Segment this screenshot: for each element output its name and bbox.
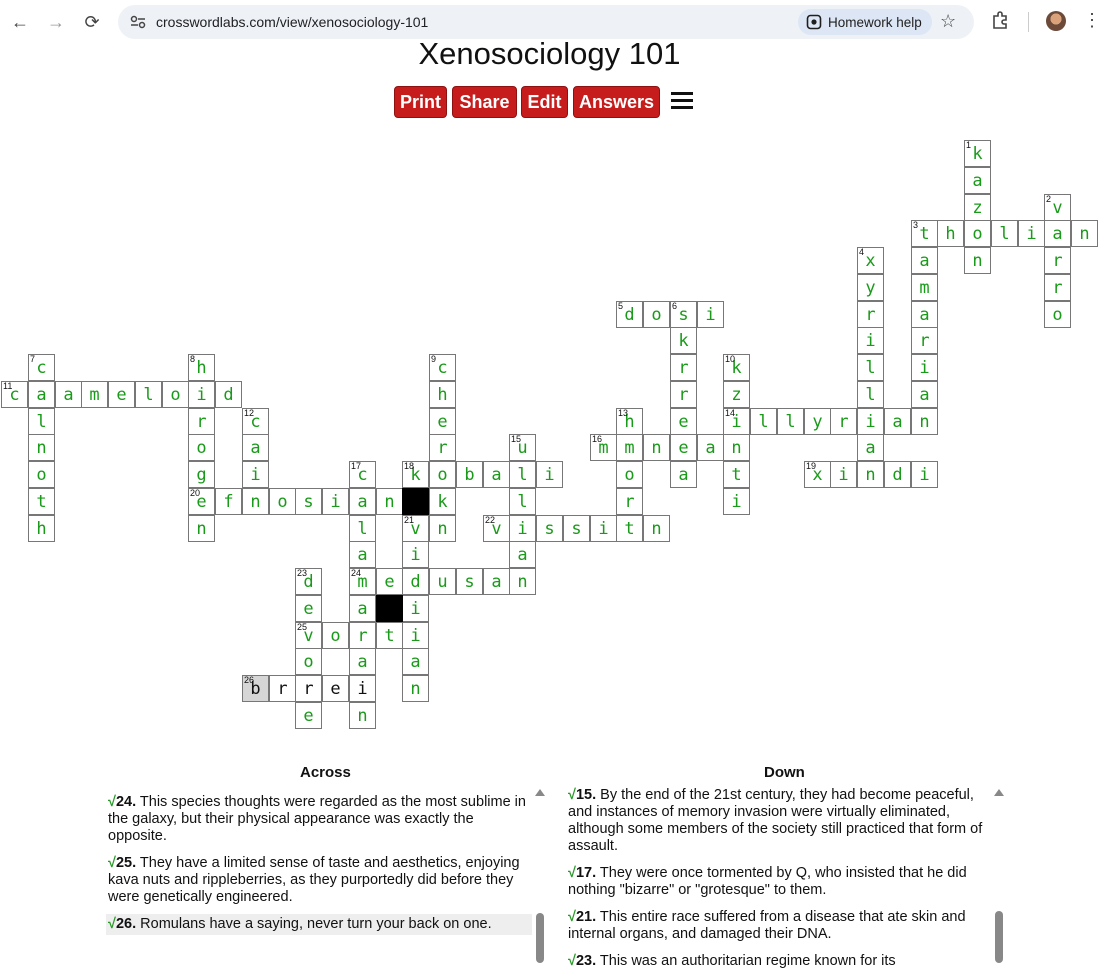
grid-cell[interactable]: m bbox=[616, 434, 643, 461]
across-heading: Across bbox=[300, 764, 351, 781]
clue-number: 19 bbox=[806, 461, 817, 471]
grid-cell[interactable]: a bbox=[349, 648, 376, 675]
grid-cell[interactable]: n bbox=[429, 515, 456, 542]
grid-cell[interactable]: l bbox=[857, 381, 884, 408]
clue-number: 7 bbox=[30, 354, 36, 364]
grid-cell[interactable]: u bbox=[429, 568, 456, 595]
grid-cell[interactable]: a bbox=[483, 568, 510, 595]
grid-cell[interactable]: n bbox=[964, 247, 991, 274]
grid-cell[interactable]: t bbox=[376, 622, 403, 649]
clue-number: 8 bbox=[190, 354, 196, 364]
grid-cell[interactable]: e bbox=[322, 675, 349, 702]
grid-cell[interactable]: i bbox=[536, 461, 563, 488]
grid-cell[interactable]: o bbox=[1044, 301, 1071, 328]
grid-cell[interactable]: e bbox=[670, 408, 697, 435]
grid-cell[interactable]: m bbox=[911, 274, 938, 301]
grid-cell[interactable]: a bbox=[509, 541, 536, 568]
grid-cell[interactable]: r bbox=[670, 354, 697, 381]
lens-icon bbox=[806, 14, 822, 30]
grid-cell[interactable]: a bbox=[349, 595, 376, 622]
clue-number: 13 bbox=[618, 408, 629, 418]
scroll-up-arrow-icon[interactable] bbox=[535, 789, 545, 796]
grid-cell[interactable]: k 18 bbox=[402, 461, 429, 488]
back-icon[interactable]: ← bbox=[11, 11, 29, 32]
grid-cell[interactable]: i bbox=[857, 327, 884, 354]
grid-cell[interactable]: r bbox=[295, 675, 322, 702]
grid-cell[interactable]: a bbox=[1044, 220, 1071, 247]
clue-number: 16 bbox=[592, 434, 603, 444]
grid-cell[interactable]: t bbox=[28, 488, 55, 515]
grid-cell[interactable]: a bbox=[349, 541, 376, 568]
clue-number: 21. bbox=[575, 909, 597, 925]
grid-cell[interactable]: r bbox=[349, 622, 376, 649]
homework-help-label: Homework help bbox=[828, 14, 922, 30]
grid-cell[interactable]: v 25 bbox=[295, 622, 322, 649]
across-clue-list[interactable] bbox=[106, 792, 532, 970]
grid-cell[interactable]: i 14 bbox=[723, 408, 750, 435]
check-icon: √ bbox=[108, 855, 116, 871]
grid-cell[interactable]: o bbox=[322, 622, 349, 649]
grid-cell[interactable]: o bbox=[643, 301, 670, 328]
grid-cell[interactable]: i bbox=[509, 515, 536, 542]
grid-cell[interactable]: z bbox=[964, 194, 991, 221]
grid-cell[interactable]: a bbox=[857, 434, 884, 461]
grid-cell[interactable]: d 23 bbox=[295, 568, 322, 595]
forward-icon[interactable]: → bbox=[47, 11, 65, 32]
grid-cell[interactable]: h bbox=[28, 515, 55, 542]
grid-cell[interactable]: n bbox=[1071, 220, 1098, 247]
grid-cell[interactable]: k bbox=[429, 488, 456, 515]
grid-cell[interactable]: a bbox=[697, 434, 724, 461]
grid-cell[interactable]: i bbox=[590, 515, 617, 542]
grid-cell[interactable]: c 7 bbox=[28, 354, 55, 381]
clue-number: 26 bbox=[244, 675, 255, 685]
grid-cell[interactable]: x 19 bbox=[804, 461, 831, 488]
clue-number: 15 bbox=[511, 434, 522, 444]
grid-cell[interactable]: v 22 bbox=[483, 515, 510, 542]
grid-cell[interactable]: n bbox=[188, 515, 215, 542]
clue-number: 12 bbox=[244, 408, 255, 418]
clue-number: 23. bbox=[575, 953, 597, 969]
clue-number: 25 bbox=[297, 622, 308, 632]
extensions-icon[interactable] bbox=[990, 9, 1012, 31]
check-icon: √ bbox=[568, 909, 576, 925]
edit-button[interactable]: Edit bbox=[521, 86, 568, 118]
grid-cell[interactable]: d bbox=[884, 461, 911, 488]
grid-cell[interactable]: a bbox=[28, 381, 55, 408]
clue-number: 17 bbox=[351, 461, 362, 471]
grid-cell[interactable]: t bbox=[616, 515, 643, 542]
profile-avatar[interactable] bbox=[1046, 11, 1066, 31]
grid-cell[interactable]: n bbox=[723, 434, 750, 461]
check-icon: √ bbox=[568, 865, 576, 881]
grid-cell[interactable]: r bbox=[830, 408, 857, 435]
across-scrollbar[interactable] bbox=[535, 785, 545, 963]
grid-cell[interactable]: o bbox=[28, 461, 55, 488]
clue-text: Romulans have a saying, never turn your back on one. bbox=[136, 916, 492, 932]
grid-cell[interactable]: s 6 bbox=[670, 301, 697, 328]
grid-cell[interactable]: e bbox=[670, 434, 697, 461]
grid-cell[interactable]: e bbox=[295, 702, 322, 729]
grid-cell[interactable]: s bbox=[563, 515, 590, 542]
clue-number: 6 bbox=[672, 301, 678, 311]
grid-cell[interactable]: o bbox=[616, 461, 643, 488]
grid-cell[interactable]: o bbox=[295, 648, 322, 675]
grid-cell[interactable]: t bbox=[723, 461, 750, 488]
grid-cell[interactable]: e 20 bbox=[188, 488, 215, 515]
grid-cell[interactable]: d 5 bbox=[616, 301, 643, 328]
grid-cell[interactable]: b 26 bbox=[242, 675, 269, 702]
grid-cell[interactable]: o bbox=[162, 381, 189, 408]
clue-number: 23 bbox=[297, 568, 308, 578]
clue-text: This species thoughts were regarded as the most sublime in the galaxy, but their physical appearance was exactly the opposite. bbox=[108, 794, 526, 844]
grid-cell[interactable]: e bbox=[295, 595, 322, 622]
down-heading: Down bbox=[764, 764, 805, 781]
grid-cell[interactable]: l bbox=[28, 408, 55, 435]
grid-cell[interactable]: a bbox=[964, 167, 991, 194]
clue-number: 10 bbox=[725, 354, 736, 364]
grid-cell[interactable]: r bbox=[911, 327, 938, 354]
grid-cell[interactable]: v 21 bbox=[402, 515, 429, 542]
grid-cell[interactable]: r bbox=[1044, 274, 1071, 301]
address-bar[interactable] bbox=[118, 5, 974, 39]
grid-cell[interactable]: x 4 bbox=[857, 247, 884, 274]
grid-cell[interactable]: l bbox=[750, 408, 777, 435]
answers-button[interactable]: Answers bbox=[573, 86, 660, 118]
grid-cell[interactable]: n bbox=[643, 515, 670, 542]
grid-cell[interactable]: i bbox=[697, 301, 724, 328]
grid-cell[interactable]: l bbox=[509, 461, 536, 488]
grid-cell[interactable]: l bbox=[857, 354, 884, 381]
clue-number: 1 bbox=[966, 140, 972, 150]
grid-cell[interactable]: r bbox=[857, 301, 884, 328]
black-square bbox=[376, 595, 403, 622]
grid-cell[interactable]: r bbox=[188, 408, 215, 435]
clue-text: By the end of the 21st century, they had become peaceful, and instances of memory invasion were virtually eliminated, although some members of the society still practiced that form of assault. bbox=[568, 787, 983, 854]
grid-cell[interactable]: b bbox=[456, 461, 483, 488]
clue-text: This was an authoritarian regime known for its bbox=[596, 953, 896, 969]
grid-cell[interactable]: a bbox=[55, 381, 82, 408]
grid-cell[interactable]: h bbox=[937, 220, 964, 247]
grid-cell[interactable]: s bbox=[456, 568, 483, 595]
grid-cell[interactable]: i bbox=[402, 541, 429, 568]
clue-number: 17. bbox=[575, 865, 597, 881]
grid-cell[interactable]: m bbox=[81, 381, 108, 408]
grid-cell[interactable]: s bbox=[295, 488, 322, 515]
share-button[interactable]: Share bbox=[452, 86, 517, 118]
grid-cell[interactable]: r bbox=[1044, 247, 1071, 274]
clue-number: 22 bbox=[485, 515, 496, 525]
clue-number: 24 bbox=[351, 568, 362, 578]
site-settings-icon[interactable] bbox=[130, 15, 146, 29]
down-clue-17[interactable] bbox=[566, 863, 994, 901]
grid-cell[interactable]: o bbox=[429, 461, 456, 488]
grid-cell[interactable]: y bbox=[857, 274, 884, 301]
grid-cell[interactable]: l bbox=[509, 488, 536, 515]
grid-cell[interactable]: r bbox=[670, 381, 697, 408]
grid-cell[interactable]: r bbox=[616, 488, 643, 515]
clue-number: 20 bbox=[190, 488, 201, 498]
grid-cell[interactable]: h bbox=[429, 381, 456, 408]
browser-menu-icon[interactable]: ⋮ bbox=[1083, 10, 1101, 30]
grid-cell[interactable]: n bbox=[28, 434, 55, 461]
grid-cell[interactable]: l bbox=[991, 220, 1018, 247]
grid-cell[interactable]: i bbox=[911, 461, 938, 488]
grid-cell[interactable]: n bbox=[509, 568, 536, 595]
grid-cell[interactable]: s bbox=[536, 515, 563, 542]
grid-cell[interactable]: o bbox=[964, 220, 991, 247]
bookmark-star-icon[interactable]: ☆ bbox=[940, 11, 957, 31]
grid-cell[interactable]: c 9 bbox=[429, 354, 456, 381]
grid-cell[interactable]: i bbox=[830, 461, 857, 488]
grid-cell[interactable]: a bbox=[911, 301, 938, 328]
clue-number: 5 bbox=[618, 301, 624, 311]
menu-icon[interactable] bbox=[671, 92, 693, 113]
clue-text: They have a limited sense of taste and aesthetics, enjoying kava nuts and rippleberries, as they purportedly did before they were genetically engineered. bbox=[108, 855, 520, 905]
grid-cell[interactable]: h 8 bbox=[188, 354, 215, 381]
grid-cell[interactable]: i bbox=[349, 675, 376, 702]
check-icon: √ bbox=[108, 794, 116, 810]
clue-text: They were once tormented by Q, who insisted that he did nothing "bizarre" or "grotesque" to them. bbox=[568, 865, 967, 898]
grid-cell[interactable]: o bbox=[269, 488, 296, 515]
check-icon: √ bbox=[108, 916, 116, 932]
down-clue-15[interactable] bbox=[566, 785, 994, 857]
clue-number: 2 bbox=[1046, 194, 1052, 204]
clue-number: 21 bbox=[404, 515, 415, 525]
grid-cell[interactable]: c 12 bbox=[242, 408, 269, 435]
grid-cell[interactable]: n bbox=[643, 434, 670, 461]
clue-number: 18 bbox=[404, 461, 415, 471]
grid-cell[interactable]: k bbox=[670, 327, 697, 354]
homework-help-chip[interactable] bbox=[798, 9, 932, 35]
grid-cell[interactable]: a bbox=[402, 648, 429, 675]
grid-cell[interactable]: k 10 bbox=[723, 354, 750, 381]
clue-text: This entire race suffered from a disease that ate skin and internal organs, and damaged their DNA. bbox=[568, 909, 966, 942]
grid-cell[interactable]: r bbox=[429, 434, 456, 461]
grid-cell[interactable]: c 17 bbox=[349, 461, 376, 488]
grid-cell[interactable]: e bbox=[108, 381, 135, 408]
grid-cell[interactable]: o bbox=[188, 434, 215, 461]
grid-cell[interactable]: a bbox=[911, 247, 938, 274]
grid-cell[interactable]: n bbox=[911, 408, 938, 435]
grid-cell[interactable]: i bbox=[911, 354, 938, 381]
across-clue-24[interactable] bbox=[106, 792, 532, 847]
black-square bbox=[402, 488, 429, 515]
across-scroll-thumb[interactable] bbox=[536, 913, 544, 963]
check-icon: √ bbox=[568, 953, 576, 969]
grid-cell[interactable]: a bbox=[349, 488, 376, 515]
grid-cell[interactable]: e bbox=[429, 408, 456, 435]
across-clue-25[interactable] bbox=[106, 853, 532, 908]
down-scrollbar[interactable] bbox=[994, 785, 1004, 963]
clue-number: 4 bbox=[859, 247, 865, 257]
down-clue-21[interactable] bbox=[566, 907, 994, 945]
clue-number: 11 bbox=[3, 381, 13, 391]
grid-cell[interactable]: f bbox=[215, 488, 242, 515]
down-scroll-thumb[interactable] bbox=[995, 911, 1003, 963]
grid-cell[interactable]: y bbox=[804, 408, 831, 435]
grid-cell[interactable]: z bbox=[723, 381, 750, 408]
grid-cell[interactable]: l bbox=[777, 408, 804, 435]
grid-cell[interactable]: u 15 bbox=[509, 434, 536, 461]
clue-number: 15. bbox=[575, 787, 597, 803]
grid-cell[interactable]: l bbox=[135, 381, 162, 408]
print-button[interactable]: Print bbox=[394, 86, 447, 118]
grid-cell[interactable]: i bbox=[188, 381, 215, 408]
grid-cell[interactable]: g bbox=[188, 461, 215, 488]
grid-cell[interactable]: i bbox=[402, 595, 429, 622]
grid-cell[interactable]: n bbox=[376, 488, 403, 515]
grid-cell[interactable]: n bbox=[349, 702, 376, 729]
grid-cell[interactable]: l bbox=[349, 515, 376, 542]
grid-cell[interactable]: d bbox=[402, 568, 429, 595]
grid-cell[interactable]: a bbox=[884, 408, 911, 435]
grid-cell[interactable]: a bbox=[242, 434, 269, 461]
grid-cell[interactable]: i bbox=[723, 488, 750, 515]
across-clue-26[interactable] bbox=[106, 914, 532, 935]
scroll-up-arrow-icon[interactable] bbox=[994, 789, 1004, 796]
clue-number: 24. bbox=[115, 794, 137, 810]
check-icon: √ bbox=[568, 787, 576, 803]
grid-cell[interactable]: v 2 bbox=[1044, 194, 1071, 221]
grid-cell[interactable]: m 16 bbox=[590, 434, 617, 461]
grid-cell[interactable]: t 3 bbox=[911, 220, 938, 247]
grid-cell[interactable]: a bbox=[670, 461, 697, 488]
grid-cell[interactable]: a bbox=[911, 381, 938, 408]
grid-cell[interactable]: i bbox=[402, 622, 429, 649]
clue-number: 14 bbox=[725, 408, 736, 418]
toolbar-divider bbox=[1028, 12, 1029, 32]
grid-cell[interactable]: n bbox=[857, 461, 884, 488]
grid-cell[interactable]: i bbox=[322, 488, 349, 515]
grid-cell[interactable]: n bbox=[242, 488, 269, 515]
clue-number: 25. bbox=[115, 855, 137, 871]
url-text[interactable]: crosswordlabs.com/view/xenosociology-101 bbox=[156, 14, 429, 30]
grid-cell[interactable]: i bbox=[242, 461, 269, 488]
grid-cell[interactable]: d bbox=[215, 381, 242, 408]
clue-number: 3 bbox=[913, 220, 919, 230]
grid-cell[interactable]: r bbox=[269, 675, 296, 702]
grid-cell[interactable]: k 1 bbox=[964, 140, 991, 167]
grid-cell[interactable]: h 13 bbox=[616, 408, 643, 435]
down-clue-list[interactable] bbox=[566, 785, 994, 969]
grid-cell[interactable]: a bbox=[483, 461, 510, 488]
page-title: Xenosociology 101 bbox=[418, 36, 681, 71]
grid-cell[interactable]: c 11 bbox=[1, 381, 28, 408]
clue-number: 9 bbox=[431, 354, 437, 364]
grid-cell[interactable]: m 24 bbox=[349, 568, 376, 595]
grid-cell[interactable]: i bbox=[857, 408, 884, 435]
grid-cell[interactable]: i bbox=[1018, 220, 1045, 247]
down-clue-23[interactable] bbox=[566, 951, 994, 972]
grid-cell[interactable]: n bbox=[402, 675, 429, 702]
grid-cell[interactable]: e bbox=[376, 568, 403, 595]
reload-icon[interactable]: ⟳ bbox=[84, 11, 100, 32]
clue-number: 26. bbox=[115, 916, 137, 932]
